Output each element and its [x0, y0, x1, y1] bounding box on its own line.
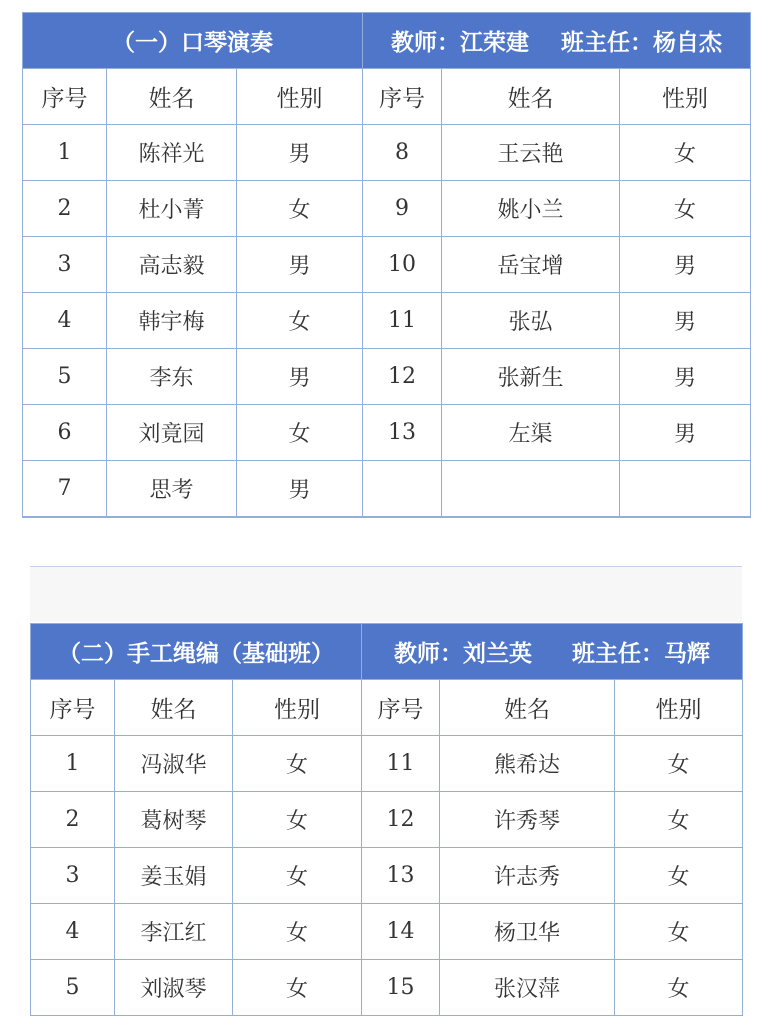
cell-number: 6 [23, 405, 107, 461]
cell-number: 15 [362, 960, 440, 1016]
column-header-gender: 性别 [615, 680, 743, 736]
section-title: （一）口琴演奏 [23, 13, 363, 69]
cell-name: 杜小菁 [107, 181, 237, 237]
cell-gender: 男 [237, 125, 363, 181]
cell-name: 张新生 [442, 349, 620, 405]
column-header-name: 姓名 [442, 69, 620, 125]
cell-gender: 女 [233, 904, 362, 960]
cell-name: 岳宝增 [442, 237, 620, 293]
cell-name: 葛树琴 [115, 792, 233, 848]
cell-gender: 女 [620, 181, 751, 237]
cell-name: 熊希达 [440, 736, 615, 792]
cell-number: 2 [23, 181, 107, 237]
cell-number: 13 [363, 405, 442, 461]
cell-number: 2 [31, 792, 115, 848]
cell-name: 姚小兰 [442, 181, 620, 237]
cell-name: 高志毅 [107, 237, 237, 293]
section-staff: 教师：刘兰英 班主任：马辉 [362, 624, 743, 680]
cell-gender: 男 [620, 237, 751, 293]
cell-number: 8 [363, 125, 442, 181]
table-row [23, 125, 751, 181]
column-header-row [31, 680, 743, 736]
cell-gender: 女 [233, 848, 362, 904]
cell-number: 5 [23, 349, 107, 405]
cell-number: 10 [363, 237, 442, 293]
column-header-gender: 性别 [233, 680, 362, 736]
cell-gender: 女 [615, 960, 743, 1016]
cell-gender: 女 [233, 736, 362, 792]
cell-number: 4 [31, 904, 115, 960]
cell-number: 14 [362, 904, 440, 960]
table-row [31, 792, 743, 848]
column-header-number: 序号 [362, 680, 440, 736]
cell-gender: 女 [237, 293, 363, 349]
table-row [23, 461, 751, 517]
cell-name: 姜玉娟 [115, 848, 233, 904]
cell-gender: 男 [620, 349, 751, 405]
column-header-gender: 性别 [237, 69, 363, 125]
cell-gender: 男 [620, 405, 751, 461]
column-header-name: 姓名 [115, 680, 233, 736]
roster-table-harmonica [22, 12, 751, 518]
cell-name [442, 461, 620, 517]
roster-table-rope-weaving [30, 623, 743, 1016]
cell-name: 思考 [107, 461, 237, 517]
cell-number: 4 [23, 293, 107, 349]
column-header-gender: 性别 [620, 69, 751, 125]
cell-number: 11 [362, 736, 440, 792]
cell-number: 12 [363, 349, 442, 405]
cell-gender: 女 [615, 904, 743, 960]
cell-name: 刘竟园 [107, 405, 237, 461]
table-row [23, 237, 751, 293]
table-row [23, 293, 751, 349]
cell-number [363, 461, 442, 517]
cell-name: 冯淑华 [115, 736, 233, 792]
cell-name: 李东 [107, 349, 237, 405]
column-header-row [23, 69, 751, 125]
cell-number: 1 [23, 125, 107, 181]
cell-gender: 女 [620, 125, 751, 181]
table-row [23, 181, 751, 237]
cell-number: 12 [362, 792, 440, 848]
column-header-name: 姓名 [107, 69, 237, 125]
section-title: （二）手工绳编（基础班） [31, 624, 362, 680]
column-header-name: 姓名 [440, 680, 615, 736]
cell-name: 刘淑琴 [115, 960, 233, 1016]
cell-name: 张汉萍 [440, 960, 615, 1016]
cell-name: 韩宇梅 [107, 293, 237, 349]
cell-name: 陈祥光 [107, 125, 237, 181]
section-separator [30, 566, 742, 622]
cell-name: 许秀琴 [440, 792, 615, 848]
cell-number: 3 [31, 848, 115, 904]
cell-name: 张弘 [442, 293, 620, 349]
cell-number: 13 [362, 848, 440, 904]
table-row [31, 848, 743, 904]
table-row [31, 736, 743, 792]
cell-number: 7 [23, 461, 107, 517]
column-header-number: 序号 [23, 69, 107, 125]
cell-gender: 男 [237, 349, 363, 405]
cell-name: 左渠 [442, 405, 620, 461]
cell-number: 5 [31, 960, 115, 1016]
table-row [23, 349, 751, 405]
column-header-number: 序号 [363, 69, 442, 125]
cell-gender: 女 [237, 181, 363, 237]
cell-number: 3 [23, 237, 107, 293]
cell-gender: 女 [615, 792, 743, 848]
column-header-number: 序号 [31, 680, 115, 736]
cell-name: 王云艳 [442, 125, 620, 181]
cell-gender: 女 [233, 960, 362, 1016]
cell-name: 杨卫华 [440, 904, 615, 960]
section-staff: 教师：江荣建 班主任：杨自杰 [363, 13, 751, 69]
cell-gender: 男 [620, 293, 751, 349]
table-row [31, 960, 743, 1016]
cell-gender: 女 [233, 792, 362, 848]
cell-gender: 男 [237, 461, 363, 517]
cell-number: 9 [363, 181, 442, 237]
cell-number: 11 [363, 293, 442, 349]
table-row [31, 904, 743, 960]
cell-gender: 男 [237, 237, 363, 293]
cell-gender: 女 [615, 736, 743, 792]
table-title-row [31, 624, 743, 680]
table-row [23, 405, 751, 461]
cell-gender [620, 461, 751, 517]
table-title-row [23, 13, 751, 69]
cell-gender: 女 [237, 405, 363, 461]
cell-name: 李江红 [115, 904, 233, 960]
cell-name: 许志秀 [440, 848, 615, 904]
cell-gender: 女 [615, 848, 743, 904]
cell-number: 1 [31, 736, 115, 792]
